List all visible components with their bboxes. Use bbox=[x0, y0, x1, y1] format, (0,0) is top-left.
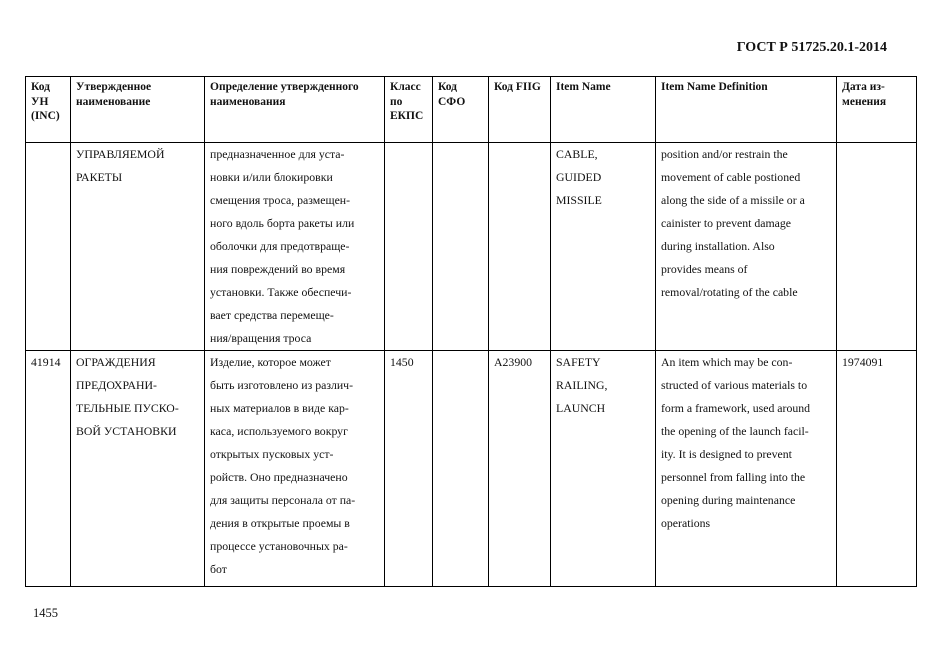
text-line: РАКЕТЫ bbox=[76, 170, 123, 184]
text-line: ТЕЛЬНЫЕ ПУСКО- bbox=[76, 401, 179, 415]
column-header-item-name-definition: Item Name Definition bbox=[656, 77, 837, 143]
sfo-code-cell bbox=[433, 143, 489, 351]
text-line: MISSILE bbox=[556, 193, 602, 207]
table-row bbox=[26, 351, 917, 587]
text-line: для защиты персонала от па- bbox=[210, 493, 356, 507]
document-header: ГОСТ Р 51725.20.1-2014 bbox=[736, 40, 887, 55]
column-header-approved-name: Утвержденное наименование bbox=[71, 77, 205, 143]
page-number: 1455 bbox=[33, 606, 58, 620]
approved-name-cell bbox=[71, 143, 205, 351]
column-header-fiig-code: Код FIIG bbox=[489, 77, 551, 143]
inc-cell: 41914 bbox=[26, 351, 71, 587]
column-header-definition: Определение утвержденного наименования bbox=[205, 77, 385, 143]
text-line: быть изготовлено из различ- bbox=[210, 378, 354, 392]
text-line: the opening of the launch facil- bbox=[661, 424, 809, 438]
column-header-item-name: Item Name bbox=[551, 77, 656, 143]
text-line: RAILING, bbox=[556, 378, 608, 392]
text-line: оболочки для предотвраще- bbox=[210, 239, 350, 253]
text-line: SAFETY bbox=[556, 355, 601, 369]
text-line: ity. It is designed to prevent bbox=[661, 447, 792, 461]
text-line: новки и/или блокировки bbox=[210, 170, 333, 184]
sfo-code-cell bbox=[433, 351, 489, 587]
text-line: предназначенное для уста- bbox=[210, 147, 345, 161]
table-row bbox=[26, 143, 917, 351]
fiig-code-cell: A23900 bbox=[489, 351, 551, 587]
item-name-cell bbox=[551, 351, 656, 587]
text-line: ния повреждений во время bbox=[210, 262, 346, 276]
column-header-inc: Код УН (INC) bbox=[26, 77, 71, 143]
text-line: ВОЙ УСТАНОВКИ bbox=[76, 424, 177, 438]
column-header-change-date: Дата из- менения bbox=[837, 77, 917, 143]
item-name-cell bbox=[551, 143, 656, 351]
text-line: процессе установочных ра- bbox=[210, 539, 348, 553]
text-line: cainister to prevent damage bbox=[661, 216, 792, 230]
text-line: personnel from falling into the bbox=[661, 470, 806, 484]
text-line: ных материалов в виде кар- bbox=[210, 401, 349, 415]
text-line: Изделие, которое может bbox=[210, 355, 331, 369]
definition-cell bbox=[205, 351, 385, 587]
text-line: открытых пусковых уст- bbox=[210, 447, 334, 461]
table-header-row bbox=[26, 77, 917, 143]
text-line: вает средства перемеще- bbox=[210, 308, 334, 322]
text-line: бот bbox=[210, 562, 227, 576]
text-line: установки. Также обеспечи- bbox=[210, 285, 352, 299]
text-line: structed of various materials to bbox=[661, 378, 808, 392]
text-line: CABLE, bbox=[556, 147, 598, 161]
text-line: каса, используемого вокруг bbox=[210, 424, 348, 438]
text-line: form a framework, used around bbox=[661, 401, 811, 415]
text-line: ного вдоль борта ракеты или bbox=[210, 216, 355, 230]
text-line: position and/or restrain the bbox=[661, 147, 788, 161]
fiig-code-cell bbox=[489, 143, 551, 351]
inc-cell bbox=[26, 143, 71, 351]
text-line: смещения троса, размещен- bbox=[210, 193, 351, 207]
approved-name-cell bbox=[71, 351, 205, 587]
text-line: ния/вращения троса bbox=[210, 331, 312, 345]
text-line: removal/rotating of the cable bbox=[661, 285, 798, 299]
change-date-cell: 1974091 bbox=[837, 351, 917, 587]
definition-cell bbox=[205, 143, 385, 351]
text-line: дения в открытые проемы в bbox=[210, 516, 350, 530]
text-line: GUIDED bbox=[556, 170, 602, 184]
text-line: УПРАВЛЯЕМОЙ bbox=[76, 147, 165, 161]
change-date-cell bbox=[837, 143, 917, 351]
text-line: provides means of bbox=[661, 262, 748, 276]
item-name-definition-cell bbox=[656, 351, 837, 587]
item-name-definition-cell bbox=[656, 143, 837, 351]
text-line: ОГРАЖДЕНИЯ bbox=[76, 355, 156, 369]
classification-table bbox=[25, 76, 917, 587]
ekps-class-cell bbox=[385, 143, 433, 351]
text-line: along the side of a missile or a bbox=[661, 193, 805, 207]
text-line: ройств. Оно предназначено bbox=[210, 470, 348, 484]
text-line: LAUNCH bbox=[556, 401, 606, 415]
column-header-sfo-code: Код СФО bbox=[433, 77, 489, 143]
text-line: operations bbox=[661, 516, 711, 530]
text-line: An item which may be con- bbox=[661, 355, 793, 369]
text-line: movement of cable postioned bbox=[661, 170, 801, 184]
ekps-class-cell: 1450 bbox=[385, 351, 433, 587]
column-header-ekps-class: Класс по ЕКПС bbox=[385, 77, 433, 143]
text-line: opening during maintenance bbox=[661, 493, 796, 507]
text-line: ПРЕДОХРАНИ- bbox=[76, 378, 157, 392]
text-line: during installation. Also bbox=[661, 239, 775, 253]
